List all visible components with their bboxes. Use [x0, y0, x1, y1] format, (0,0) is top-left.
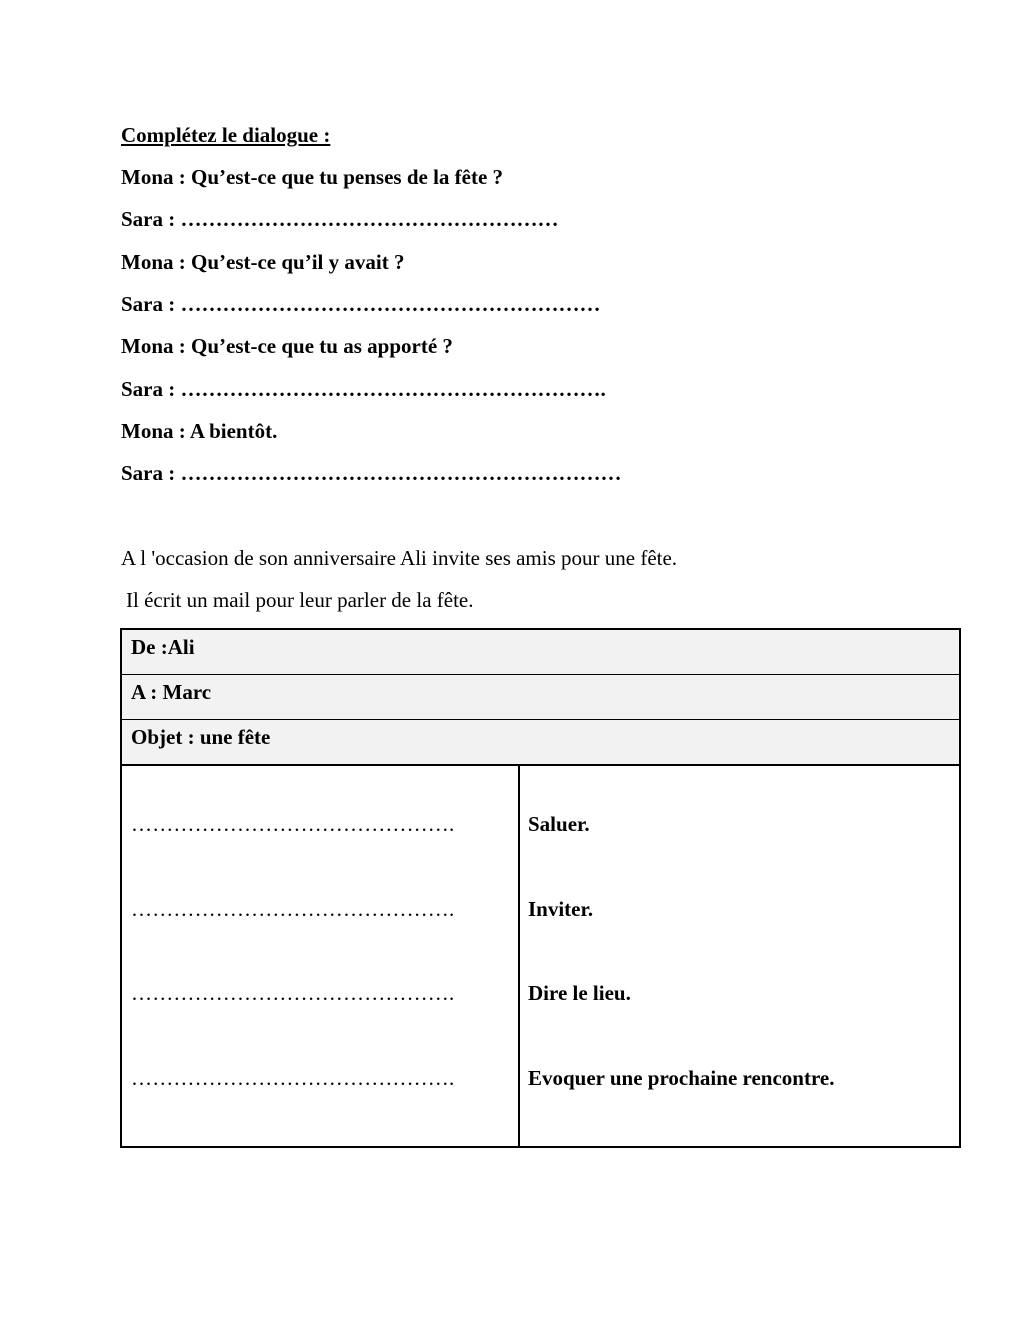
mail-from: De :Ali [131, 635, 195, 659]
mail-from-row [122, 630, 959, 676]
mail-blank-3[interactable]: ………………………………………. [131, 981, 455, 1005]
mail-blank-4[interactable]: ………………………………………. [131, 1066, 455, 1090]
dialogue-line-sara-2[interactable]: Sara : …………………………………………………… [121, 292, 601, 316]
mail-instruction-2: Inviter. [528, 897, 594, 921]
intro-paragraph-2: Il écrit un mail pour leur parler de la fête. [126, 588, 474, 612]
mail-table [120, 628, 961, 1148]
mail-instruction-1: Saluer. [528, 812, 590, 836]
dialogue-line-mona-1: Mona : Qu’est-ce que tu penses de la fête ? [121, 165, 504, 189]
column-divider [518, 766, 520, 1146]
mail-to: A : Marc [131, 680, 212, 704]
dialogue-line-mona-2: Mona : Qu’est-ce qu’il y avait ? [121, 250, 405, 274]
mail-to-row [122, 675, 959, 721]
mail-instruction-3: Dire le lieu. [528, 981, 631, 1005]
dialogue-line-mona-4: Mona : A bientôt. [121, 419, 278, 443]
intro-paragraph-1: A l 'occasion de son anniversaire Ali invite ses amis pour une fête. [121, 546, 678, 570]
dialogue-line-sara-3[interactable]: Sara : ……………………………………………………. [121, 377, 606, 401]
mail-body [122, 766, 959, 1146]
dialogue-line-mona-3: Mona : Qu’est-ce que tu as apporté ? [121, 334, 453, 358]
mail-subject: Objet : une fête [131, 725, 271, 749]
mail-blank-1[interactable]: ………………………………………. [131, 812, 455, 836]
dialogue-line-sara-4[interactable]: Sara : ……………………………………………………… [121, 461, 622, 485]
dialogue-line-sara-1[interactable]: Sara : ……………………………………………… [121, 207, 559, 231]
mail-subject-row [122, 720, 959, 766]
mail-instruction-4: Evoquer une prochaine rencontre. [528, 1066, 835, 1090]
exercise-title: Complétez le dialogue : [121, 123, 331, 147]
mail-blank-2[interactable]: ………………………………………. [131, 897, 455, 921]
